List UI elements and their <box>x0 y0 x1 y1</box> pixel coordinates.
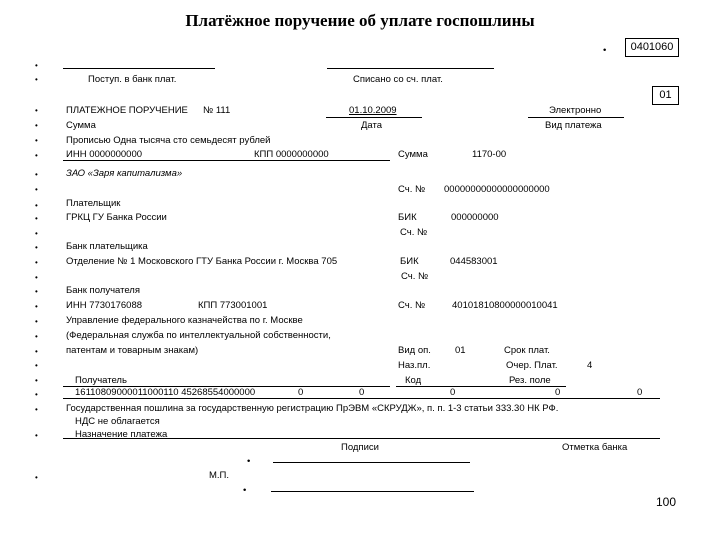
bullet: • <box>35 75 38 84</box>
bullet: • <box>35 302 38 311</box>
bullet: • <box>35 287 38 296</box>
fields-underline <box>63 398 660 399</box>
op-type-label: Вид оп. <box>398 345 431 356</box>
recipient-label: Получатель <box>75 375 127 386</box>
acct-label: Сч. № <box>398 184 426 195</box>
recipient-line-2: (Федеральная служба по интеллектуальной собственности, <box>66 330 331 341</box>
acct-label: Сч. № <box>398 300 426 311</box>
recipient-line-3: патентам и товарным знакам) <box>66 345 199 356</box>
received-label: Поступ. в банк плат. <box>88 74 177 85</box>
bullet: • <box>35 473 38 482</box>
field-zero: 0 <box>555 387 561 398</box>
payer-bank-name: ГРКЦ ГУ Банка России <box>66 212 167 223</box>
bullet: • <box>35 347 38 356</box>
purpose-label: Наз.пл. <box>398 360 431 371</box>
order-number: № 111 <box>203 105 231 116</box>
bullet: • <box>603 45 607 56</box>
code-label: Код <box>405 375 422 386</box>
payer-account: 00000000000000000000 <box>444 184 550 195</box>
debited-label: Списано со сч. плат. <box>353 74 443 85</box>
order-date: 01.10.2009 <box>349 105 397 116</box>
op-type-value: 01 <box>455 345 466 356</box>
recipient-account: 40101810800000010041 <box>452 300 558 311</box>
bullet: • <box>35 405 38 414</box>
field-zero: 0 <box>450 387 456 398</box>
bullet: • <box>35 185 38 194</box>
divider <box>63 160 390 161</box>
recipient-bank-name: Отделение № 1 Московского ГТУ Банка России г. Москва 705 <box>66 256 338 267</box>
page-number: 100 <box>655 495 676 509</box>
bullet: • <box>35 243 38 252</box>
bullet: • <box>35 258 38 267</box>
box-01: 01 <box>652 86 679 105</box>
bullet: • <box>35 431 38 440</box>
received-line <box>63 68 215 69</box>
payer-bik: 000000000 <box>451 212 499 223</box>
kbk-values: 16110809000011000110 45268554000000 <box>75 387 256 398</box>
recipient-bik: 044583001 <box>450 256 498 267</box>
form-code-box: 0401060 <box>625 38 679 57</box>
purpose-caption: Назначение платежа <box>75 429 168 440</box>
date-label: Дата <box>361 120 383 131</box>
bank-mark-label: Отметка банка <box>562 442 628 453</box>
bullet: • <box>35 361 38 370</box>
bullet: • <box>35 317 38 326</box>
bullet: • <box>35 136 38 145</box>
bullet: • <box>35 170 38 179</box>
purpose-line <box>63 438 660 439</box>
debited-line <box>327 68 494 69</box>
bullet: • <box>35 151 38 160</box>
acct-label: Сч. № <box>401 271 429 282</box>
date-line <box>326 117 422 118</box>
bullet: • <box>35 376 38 385</box>
divider <box>396 386 566 387</box>
signatures-label: Подписи <box>341 442 379 453</box>
sum-value: 1170-00 <box>472 149 507 160</box>
bik-label: БИК <box>400 256 419 267</box>
sum-field-label: Сумма <box>398 149 428 160</box>
recipient-inn: ИНН 7730176088 <box>66 300 143 311</box>
signature-line-1 <box>273 462 470 463</box>
signature-line-2 <box>271 491 474 492</box>
order-priority-label: Очер. Плат. <box>506 360 558 371</box>
recipient-kpp: КПП 773001001 <box>198 300 268 311</box>
payer-kpp: КПП 0000000000 <box>254 149 329 160</box>
bullet: • <box>35 121 38 130</box>
payer-bank-label: Банк плательщика <box>66 241 148 252</box>
purpose-text-1: Государственная пошлина за государственную регистрацию ПрЭВМ «СКРУДЖ», п. п. 1-3 статьи 333.30 НК РФ. <box>66 403 559 414</box>
payer-label: Плательщик <box>66 198 121 209</box>
bullet: • <box>247 456 251 467</box>
recipient-line-1: Управление федерального казначейства по г. Москве <box>66 315 303 326</box>
payer-name: ЗАО «Заря капитализма» <box>66 168 183 179</box>
bullet: • <box>35 229 38 238</box>
field-zero: 0 <box>637 387 643 398</box>
stamp-label: М.П. <box>209 470 230 481</box>
bullet: • <box>35 106 38 115</box>
sum-in-words: Прописью Одна тысяча сто семьдесят рублей <box>66 135 271 146</box>
bullet: • <box>35 201 38 210</box>
bullet: • <box>35 390 38 399</box>
bullet: • <box>35 214 38 223</box>
due-label: Срок плат. <box>504 345 550 356</box>
document-title: Платёжное поручение об уплате госпошлины <box>185 11 535 30</box>
acct-label: Сч. № <box>400 227 428 238</box>
payer-inn: ИНН 0000000000 <box>66 149 143 160</box>
payment-type-line <box>528 117 624 118</box>
order-label: ПЛАТЕЖНОЕ ПОРУЧЕНИЕ <box>66 105 188 116</box>
sum-label: Сумма <box>66 120 96 131</box>
bullet: • <box>35 61 38 70</box>
recipient-bank-label: Банк получателя <box>66 285 140 296</box>
bullet: • <box>35 332 38 341</box>
order-priority-value: 4 <box>587 360 593 371</box>
purpose-text-2: НДС не облагается <box>75 416 160 427</box>
payment-type: Электронно <box>549 105 602 116</box>
bullet: • <box>243 485 247 496</box>
reserve-label: Рез. поле <box>509 375 551 386</box>
bik-label: БИК <box>398 212 417 223</box>
field-zero: 0 <box>298 387 304 398</box>
field-zero: 0 <box>359 387 365 398</box>
payment-type-label: Вид платежа <box>545 120 602 131</box>
bullet: • <box>35 273 38 282</box>
